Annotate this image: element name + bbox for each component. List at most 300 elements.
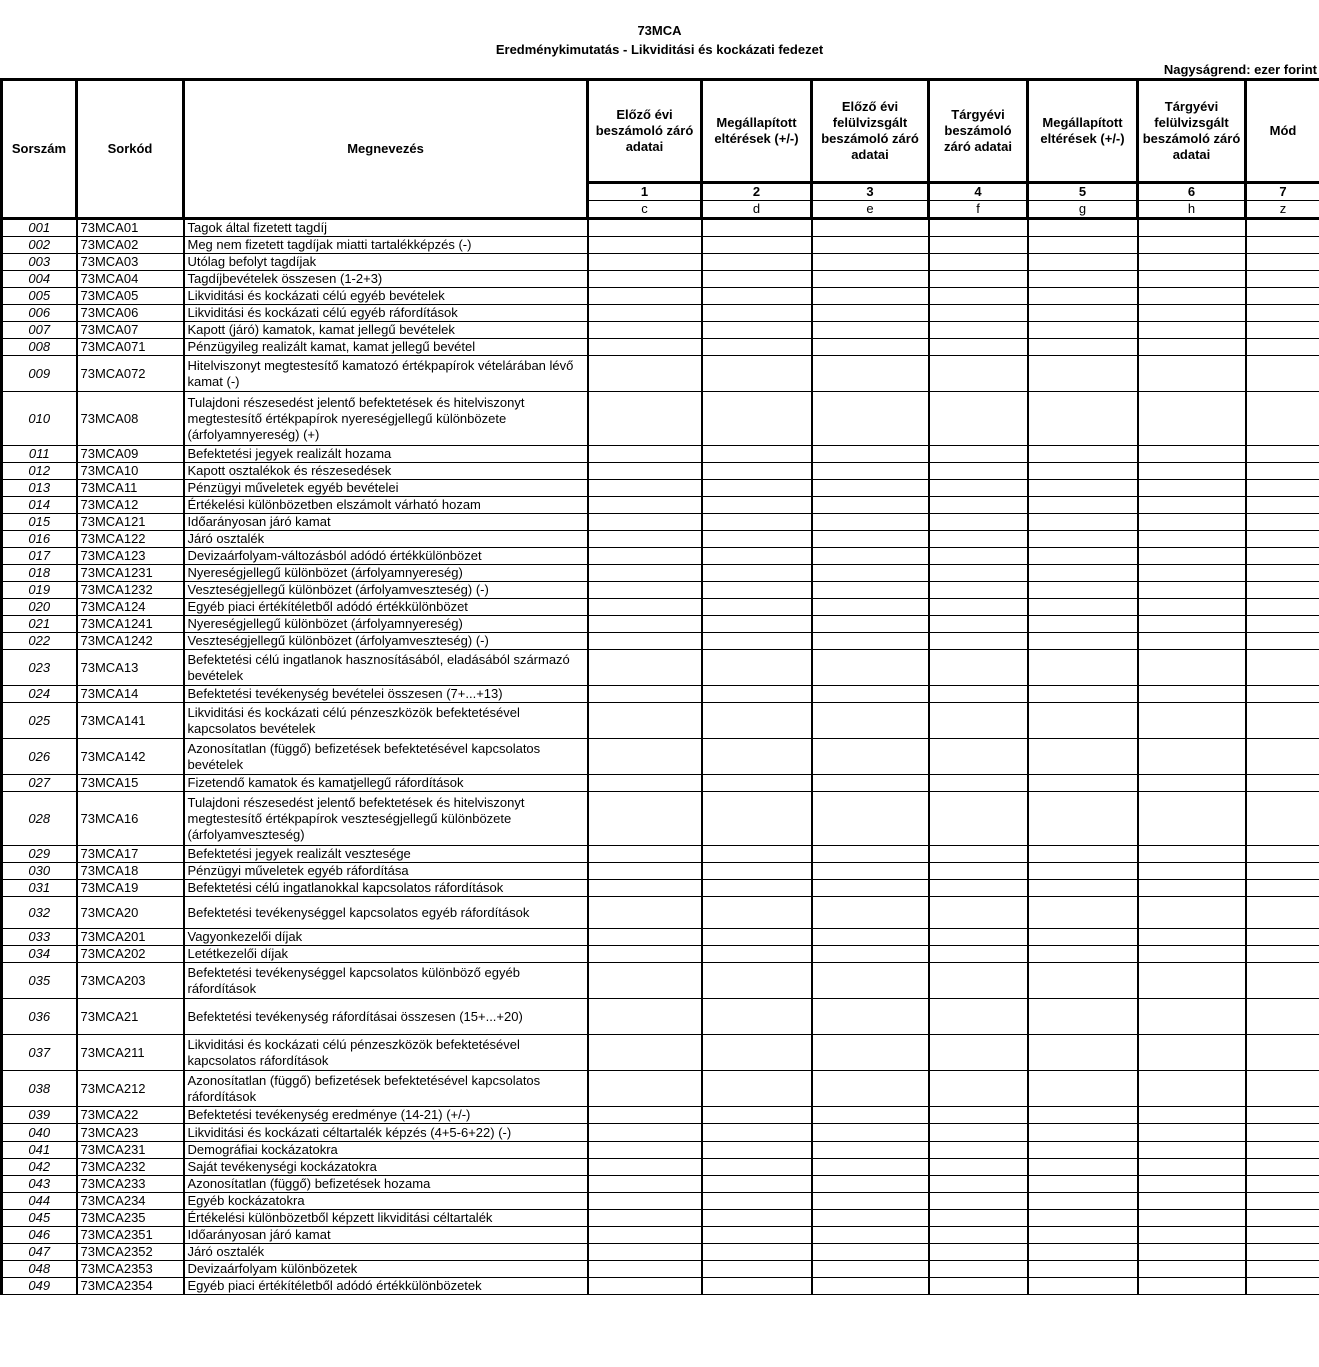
value-cell-g[interactable]: [1028, 1176, 1138, 1193]
value-cell-g[interactable]: [1028, 880, 1138, 897]
value-cell-d[interactable]: [702, 392, 812, 446]
value-cell-z[interactable]: [1246, 792, 1319, 846]
value-cell-h[interactable]: [1138, 356, 1246, 392]
value-cell-f[interactable]: [929, 288, 1028, 305]
value-cell-c[interactable]: [588, 548, 702, 565]
value-cell-e[interactable]: [812, 1261, 929, 1278]
value-cell-h[interactable]: [1138, 599, 1246, 616]
value-cell-z[interactable]: [1246, 863, 1319, 880]
value-cell-f[interactable]: [929, 897, 1028, 929]
value-cell-h[interactable]: [1138, 686, 1246, 703]
value-cell-h[interactable]: [1138, 929, 1246, 946]
value-cell-f[interactable]: [929, 633, 1028, 650]
value-cell-z[interactable]: [1246, 686, 1319, 703]
value-cell-z[interactable]: [1246, 305, 1319, 322]
value-cell-e[interactable]: [812, 1193, 929, 1210]
value-cell-e[interactable]: [812, 392, 929, 446]
value-cell-g[interactable]: [1028, 633, 1138, 650]
value-cell-e[interactable]: [812, 463, 929, 480]
value-cell-d[interactable]: [702, 1261, 812, 1278]
value-cell-c[interactable]: [588, 582, 702, 599]
value-cell-g[interactable]: [1028, 514, 1138, 531]
value-cell-e[interactable]: [812, 1124, 929, 1142]
value-cell-z[interactable]: [1246, 356, 1319, 392]
value-cell-e[interactable]: [812, 356, 929, 392]
value-cell-f[interactable]: [929, 1261, 1028, 1278]
value-cell-f[interactable]: [929, 1176, 1028, 1193]
value-cell-d[interactable]: [702, 1035, 812, 1071]
value-cell-e[interactable]: [812, 322, 929, 339]
value-cell-h[interactable]: [1138, 633, 1246, 650]
value-cell-f[interactable]: [929, 792, 1028, 846]
value-cell-c[interactable]: [588, 703, 702, 739]
value-cell-z[interactable]: [1246, 1193, 1319, 1210]
value-cell-z[interactable]: [1246, 616, 1319, 633]
value-cell-c[interactable]: [588, 219, 702, 237]
value-cell-g[interactable]: [1028, 392, 1138, 446]
value-cell-d[interactable]: [702, 1142, 812, 1159]
value-cell-d[interactable]: [702, 999, 812, 1035]
value-cell-d[interactable]: [702, 703, 812, 739]
value-cell-z[interactable]: [1246, 775, 1319, 792]
value-cell-f[interactable]: [929, 305, 1028, 322]
value-cell-f[interactable]: [929, 356, 1028, 392]
value-cell-g[interactable]: [1028, 548, 1138, 565]
value-cell-h[interactable]: [1138, 999, 1246, 1035]
value-cell-z[interactable]: [1246, 739, 1319, 775]
value-cell-z[interactable]: [1246, 633, 1319, 650]
value-cell-z[interactable]: [1246, 999, 1319, 1035]
value-cell-f[interactable]: [929, 703, 1028, 739]
value-cell-e[interactable]: [812, 288, 929, 305]
value-cell-d[interactable]: [702, 582, 812, 599]
value-cell-d[interactable]: [702, 1159, 812, 1176]
value-cell-e[interactable]: [812, 1244, 929, 1261]
value-cell-g[interactable]: [1028, 1244, 1138, 1261]
value-cell-f[interactable]: [929, 565, 1028, 582]
value-cell-e[interactable]: [812, 582, 929, 599]
value-cell-h[interactable]: [1138, 548, 1246, 565]
value-cell-e[interactable]: [812, 514, 929, 531]
value-cell-c[interactable]: [588, 531, 702, 548]
value-cell-z[interactable]: [1246, 1124, 1319, 1142]
value-cell-e[interactable]: [812, 616, 929, 633]
value-cell-h[interactable]: [1138, 1210, 1246, 1227]
value-cell-z[interactable]: [1246, 531, 1319, 548]
value-cell-f[interactable]: [929, 1107, 1028, 1124]
value-cell-h[interactable]: [1138, 1107, 1246, 1124]
value-cell-d[interactable]: [702, 1107, 812, 1124]
value-cell-e[interactable]: [812, 271, 929, 288]
value-cell-h[interactable]: [1138, 531, 1246, 548]
value-cell-h[interactable]: [1138, 271, 1246, 288]
value-cell-z[interactable]: [1246, 1142, 1319, 1159]
value-cell-z[interactable]: [1246, 392, 1319, 446]
value-cell-g[interactable]: [1028, 1159, 1138, 1176]
value-cell-d[interactable]: [702, 792, 812, 846]
value-cell-c[interactable]: [588, 846, 702, 863]
value-cell-g[interactable]: [1028, 616, 1138, 633]
value-cell-e[interactable]: [812, 531, 929, 548]
value-cell-f[interactable]: [929, 963, 1028, 999]
value-cell-z[interactable]: [1246, 963, 1319, 999]
value-cell-c[interactable]: [588, 305, 702, 322]
value-cell-f[interactable]: [929, 392, 1028, 446]
value-cell-f[interactable]: [929, 497, 1028, 514]
value-cell-d[interactable]: [702, 237, 812, 254]
value-cell-d[interactable]: [702, 322, 812, 339]
value-cell-f[interactable]: [929, 271, 1028, 288]
value-cell-c[interactable]: [588, 929, 702, 946]
value-cell-g[interactable]: [1028, 1210, 1138, 1227]
value-cell-g[interactable]: [1028, 650, 1138, 686]
value-cell-z[interactable]: [1246, 1227, 1319, 1244]
value-cell-z[interactable]: [1246, 880, 1319, 897]
value-cell-c[interactable]: [588, 339, 702, 356]
value-cell-g[interactable]: [1028, 305, 1138, 322]
value-cell-h[interactable]: [1138, 1071, 1246, 1107]
value-cell-c[interactable]: [588, 1193, 702, 1210]
value-cell-d[interactable]: [702, 463, 812, 480]
value-cell-c[interactable]: [588, 739, 702, 775]
value-cell-e[interactable]: [812, 1107, 929, 1124]
value-cell-d[interactable]: [702, 897, 812, 929]
value-cell-d[interactable]: [702, 1244, 812, 1261]
value-cell-c[interactable]: [588, 480, 702, 497]
value-cell-g[interactable]: [1028, 863, 1138, 880]
value-cell-g[interactable]: [1028, 339, 1138, 356]
value-cell-h[interactable]: [1138, 1193, 1246, 1210]
value-cell-g[interactable]: [1028, 497, 1138, 514]
value-cell-g[interactable]: [1028, 946, 1138, 963]
value-cell-c[interactable]: [588, 1244, 702, 1261]
value-cell-d[interactable]: [702, 446, 812, 463]
value-cell-f[interactable]: [929, 880, 1028, 897]
value-cell-c[interactable]: [588, 1159, 702, 1176]
value-cell-f[interactable]: [929, 254, 1028, 271]
value-cell-c[interactable]: [588, 775, 702, 792]
value-cell-f[interactable]: [929, 582, 1028, 599]
value-cell-c[interactable]: [588, 897, 702, 929]
value-cell-f[interactable]: [929, 1227, 1028, 1244]
value-cell-e[interactable]: [812, 1227, 929, 1244]
value-cell-d[interactable]: [702, 1193, 812, 1210]
value-cell-d[interactable]: [702, 548, 812, 565]
value-cell-h[interactable]: [1138, 1244, 1246, 1261]
value-cell-e[interactable]: [812, 999, 929, 1035]
value-cell-z[interactable]: [1246, 446, 1319, 463]
value-cell-c[interactable]: [588, 946, 702, 963]
value-cell-d[interactable]: [702, 739, 812, 775]
value-cell-h[interactable]: [1138, 305, 1246, 322]
value-cell-z[interactable]: [1246, 1278, 1319, 1295]
value-cell-h[interactable]: [1138, 237, 1246, 254]
value-cell-f[interactable]: [929, 446, 1028, 463]
value-cell-z[interactable]: [1246, 1176, 1319, 1193]
value-cell-f[interactable]: [929, 1035, 1028, 1071]
value-cell-c[interactable]: [588, 963, 702, 999]
value-cell-h[interactable]: [1138, 1159, 1246, 1176]
value-cell-f[interactable]: [929, 1124, 1028, 1142]
value-cell-z[interactable]: [1246, 599, 1319, 616]
value-cell-z[interactable]: [1246, 1159, 1319, 1176]
value-cell-h[interactable]: [1138, 946, 1246, 963]
value-cell-g[interactable]: [1028, 271, 1138, 288]
value-cell-e[interactable]: [812, 1278, 929, 1295]
value-cell-c[interactable]: [588, 446, 702, 463]
value-cell-z[interactable]: [1246, 565, 1319, 582]
value-cell-d[interactable]: [702, 271, 812, 288]
value-cell-h[interactable]: [1138, 582, 1246, 599]
value-cell-h[interactable]: [1138, 1176, 1246, 1193]
value-cell-g[interactable]: [1028, 219, 1138, 237]
value-cell-c[interactable]: [588, 792, 702, 846]
value-cell-z[interactable]: [1246, 946, 1319, 963]
value-cell-h[interactable]: [1138, 739, 1246, 775]
value-cell-g[interactable]: [1028, 322, 1138, 339]
value-cell-h[interactable]: [1138, 1227, 1246, 1244]
value-cell-g[interactable]: [1028, 703, 1138, 739]
value-cell-z[interactable]: [1246, 497, 1319, 514]
value-cell-c[interactable]: [588, 633, 702, 650]
value-cell-h[interactable]: [1138, 1278, 1246, 1295]
value-cell-e[interactable]: [812, 739, 929, 775]
value-cell-c[interactable]: [588, 271, 702, 288]
value-cell-c[interactable]: [588, 1261, 702, 1278]
value-cell-h[interactable]: [1138, 792, 1246, 846]
value-cell-c[interactable]: [588, 880, 702, 897]
value-cell-h[interactable]: [1138, 616, 1246, 633]
value-cell-z[interactable]: [1246, 463, 1319, 480]
value-cell-c[interactable]: [588, 514, 702, 531]
value-cell-e[interactable]: [812, 846, 929, 863]
value-cell-h[interactable]: [1138, 1261, 1246, 1278]
value-cell-z[interactable]: [1246, 322, 1319, 339]
value-cell-d[interactable]: [702, 305, 812, 322]
value-cell-g[interactable]: [1028, 565, 1138, 582]
value-cell-g[interactable]: [1028, 929, 1138, 946]
value-cell-g[interactable]: [1028, 739, 1138, 775]
value-cell-g[interactable]: [1028, 897, 1138, 929]
value-cell-d[interactable]: [702, 514, 812, 531]
value-cell-g[interactable]: [1028, 999, 1138, 1035]
value-cell-g[interactable]: [1028, 582, 1138, 599]
value-cell-d[interactable]: [702, 219, 812, 237]
value-cell-f[interactable]: [929, 1159, 1028, 1176]
value-cell-c[interactable]: [588, 616, 702, 633]
value-cell-g[interactable]: [1028, 1035, 1138, 1071]
value-cell-g[interactable]: [1028, 446, 1138, 463]
value-cell-f[interactable]: [929, 686, 1028, 703]
value-cell-d[interactable]: [702, 1227, 812, 1244]
value-cell-g[interactable]: [1028, 792, 1138, 846]
value-cell-z[interactable]: [1246, 1035, 1319, 1071]
value-cell-f[interactable]: [929, 775, 1028, 792]
value-cell-c[interactable]: [588, 1071, 702, 1107]
value-cell-z[interactable]: [1246, 1210, 1319, 1227]
value-cell-c[interactable]: [588, 463, 702, 480]
value-cell-z[interactable]: [1246, 339, 1319, 356]
value-cell-d[interactable]: [702, 686, 812, 703]
value-cell-c[interactable]: [588, 1227, 702, 1244]
value-cell-f[interactable]: [929, 999, 1028, 1035]
value-cell-c[interactable]: [588, 356, 702, 392]
value-cell-e[interactable]: [812, 565, 929, 582]
value-cell-f[interactable]: [929, 514, 1028, 531]
value-cell-e[interactable]: [812, 446, 929, 463]
value-cell-z[interactable]: [1246, 219, 1319, 237]
value-cell-e[interactable]: [812, 1071, 929, 1107]
value-cell-e[interactable]: [812, 863, 929, 880]
value-cell-h[interactable]: [1138, 446, 1246, 463]
value-cell-g[interactable]: [1028, 356, 1138, 392]
value-cell-e[interactable]: [812, 497, 929, 514]
value-cell-e[interactable]: [812, 1142, 929, 1159]
value-cell-e[interactable]: [812, 880, 929, 897]
value-cell-g[interactable]: [1028, 480, 1138, 497]
value-cell-d[interactable]: [702, 599, 812, 616]
value-cell-f[interactable]: [929, 1142, 1028, 1159]
value-cell-h[interactable]: [1138, 775, 1246, 792]
value-cell-z[interactable]: [1246, 480, 1319, 497]
value-cell-g[interactable]: [1028, 686, 1138, 703]
value-cell-z[interactable]: [1246, 1261, 1319, 1278]
value-cell-d[interactable]: [702, 288, 812, 305]
value-cell-h[interactable]: [1138, 863, 1246, 880]
value-cell-f[interactable]: [929, 480, 1028, 497]
value-cell-h[interactable]: [1138, 963, 1246, 999]
value-cell-e[interactable]: [812, 929, 929, 946]
value-cell-h[interactable]: [1138, 322, 1246, 339]
value-cell-g[interactable]: [1028, 599, 1138, 616]
value-cell-e[interactable]: [812, 963, 929, 999]
value-cell-h[interactable]: [1138, 288, 1246, 305]
value-cell-f[interactable]: [929, 1193, 1028, 1210]
value-cell-z[interactable]: [1246, 846, 1319, 863]
value-cell-f[interactable]: [929, 1244, 1028, 1261]
value-cell-d[interactable]: [702, 1071, 812, 1107]
value-cell-h[interactable]: [1138, 463, 1246, 480]
value-cell-g[interactable]: [1028, 1193, 1138, 1210]
value-cell-f[interactable]: [929, 1071, 1028, 1107]
value-cell-c[interactable]: [588, 497, 702, 514]
value-cell-f[interactable]: [929, 616, 1028, 633]
value-cell-c[interactable]: [588, 999, 702, 1035]
value-cell-e[interactable]: [812, 219, 929, 237]
value-cell-h[interactable]: [1138, 846, 1246, 863]
value-cell-d[interactable]: [702, 650, 812, 686]
value-cell-z[interactable]: [1246, 582, 1319, 599]
value-cell-z[interactable]: [1246, 288, 1319, 305]
value-cell-g[interactable]: [1028, 531, 1138, 548]
value-cell-d[interactable]: [702, 616, 812, 633]
value-cell-g[interactable]: [1028, 254, 1138, 271]
value-cell-g[interactable]: [1028, 1071, 1138, 1107]
value-cell-g[interactable]: [1028, 463, 1138, 480]
value-cell-c[interactable]: [588, 686, 702, 703]
value-cell-e[interactable]: [812, 633, 929, 650]
value-cell-e[interactable]: [812, 548, 929, 565]
value-cell-c[interactable]: [588, 288, 702, 305]
value-cell-e[interactable]: [812, 792, 929, 846]
value-cell-e[interactable]: [812, 1210, 929, 1227]
value-cell-f[interactable]: [929, 599, 1028, 616]
value-cell-d[interactable]: [702, 1124, 812, 1142]
value-cell-d[interactable]: [702, 963, 812, 999]
value-cell-h[interactable]: [1138, 514, 1246, 531]
value-cell-d[interactable]: [702, 565, 812, 582]
value-cell-d[interactable]: [702, 633, 812, 650]
value-cell-d[interactable]: [702, 1210, 812, 1227]
value-cell-f[interactable]: [929, 946, 1028, 963]
value-cell-d[interactable]: [702, 497, 812, 514]
value-cell-d[interactable]: [702, 863, 812, 880]
value-cell-e[interactable]: [812, 1159, 929, 1176]
value-cell-f[interactable]: [929, 650, 1028, 686]
value-cell-g[interactable]: [1028, 1124, 1138, 1142]
value-cell-h[interactable]: [1138, 565, 1246, 582]
value-cell-f[interactable]: [929, 322, 1028, 339]
value-cell-g[interactable]: [1028, 1278, 1138, 1295]
value-cell-c[interactable]: [588, 1107, 702, 1124]
value-cell-d[interactable]: [702, 946, 812, 963]
value-cell-e[interactable]: [812, 254, 929, 271]
value-cell-z[interactable]: [1246, 514, 1319, 531]
value-cell-h[interactable]: [1138, 219, 1246, 237]
value-cell-h[interactable]: [1138, 392, 1246, 446]
value-cell-e[interactable]: [812, 1035, 929, 1071]
value-cell-e[interactable]: [812, 480, 929, 497]
value-cell-c[interactable]: [588, 650, 702, 686]
value-cell-h[interactable]: [1138, 880, 1246, 897]
value-cell-f[interactable]: [929, 846, 1028, 863]
value-cell-e[interactable]: [812, 1176, 929, 1193]
value-cell-z[interactable]: [1246, 548, 1319, 565]
value-cell-c[interactable]: [588, 1142, 702, 1159]
value-cell-c[interactable]: [588, 322, 702, 339]
value-cell-c[interactable]: [588, 1210, 702, 1227]
value-cell-f[interactable]: [929, 1278, 1028, 1295]
value-cell-g[interactable]: [1028, 846, 1138, 863]
value-cell-z[interactable]: [1246, 703, 1319, 739]
value-cell-g[interactable]: [1028, 1227, 1138, 1244]
value-cell-f[interactable]: [929, 548, 1028, 565]
value-cell-e[interactable]: [812, 703, 929, 739]
value-cell-g[interactable]: [1028, 775, 1138, 792]
value-cell-f[interactable]: [929, 1210, 1028, 1227]
value-cell-f[interactable]: [929, 739, 1028, 775]
value-cell-f[interactable]: [929, 339, 1028, 356]
value-cell-d[interactable]: [702, 880, 812, 897]
value-cell-h[interactable]: [1138, 703, 1246, 739]
value-cell-e[interactable]: [812, 650, 929, 686]
value-cell-f[interactable]: [929, 929, 1028, 946]
value-cell-z[interactable]: [1246, 897, 1319, 929]
value-cell-f[interactable]: [929, 463, 1028, 480]
value-cell-f[interactable]: [929, 237, 1028, 254]
value-cell-z[interactable]: [1246, 929, 1319, 946]
value-cell-e[interactable]: [812, 686, 929, 703]
value-cell-z[interactable]: [1246, 237, 1319, 254]
value-cell-g[interactable]: [1028, 963, 1138, 999]
value-cell-g[interactable]: [1028, 1261, 1138, 1278]
value-cell-h[interactable]: [1138, 497, 1246, 514]
value-cell-e[interactable]: [812, 946, 929, 963]
value-cell-f[interactable]: [929, 219, 1028, 237]
value-cell-c[interactable]: [588, 254, 702, 271]
value-cell-e[interactable]: [812, 897, 929, 929]
value-cell-h[interactable]: [1138, 650, 1246, 686]
